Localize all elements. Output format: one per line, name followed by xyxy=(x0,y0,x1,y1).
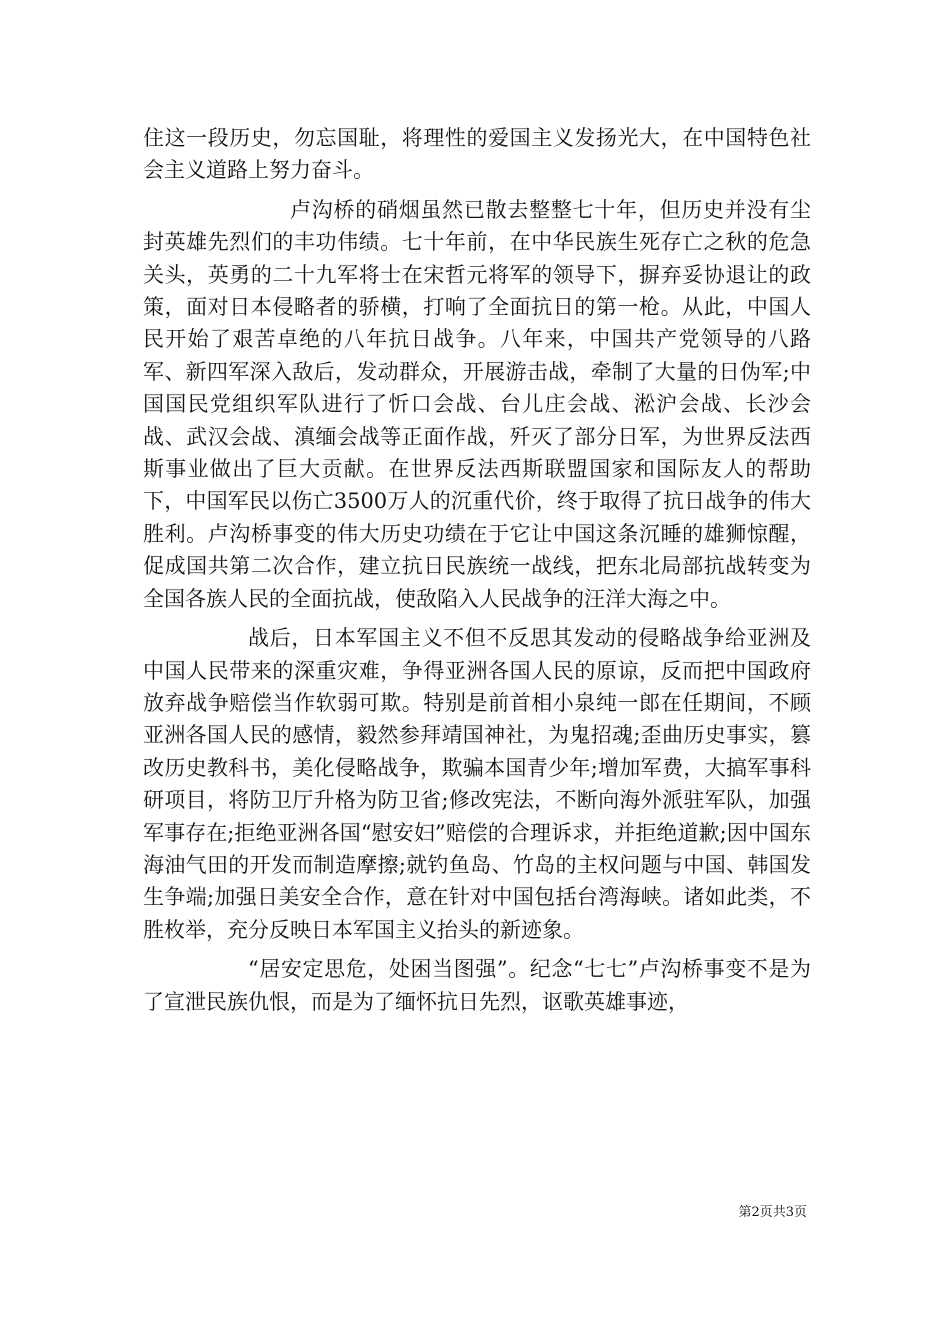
paragraph-4: “居安定思危，处困当图强”。纪念“七七”卢沟桥事变不是为了宣泄民族仇恨，而是为了缅怀抗日先烈，讴歌英雄事迹， xyxy=(143,957,811,1014)
paragraph-2: 卢沟桥的硝烟虽然已散去整整七十年，但历史并没有尘封英雄先烈们的丰功伟绩。七十年前，在中华民族生死存亡之秋的危急关头，英勇的二十九军将士在宋哲元将军的领导下，摒弃妥协退让的政策，面对日本侵略者的骄横，打响了全面抗日的第一枪。从此，中国人民开始了艰苦卓绝的八年抗日战争。八年来，中国共产党领导的八路军、新四军深入敌后，发动群众，开展游击战，牵制了大量的日伪军;中国国民党组织军队进行了忻口会战、台儿庄会战、淞沪会战、长沙会战、武汉会战、滇缅会战等正面作战，歼灭了部分日军，为世界反法西斯事业做出了巨大贡献。在世界反法西斯联盟国家和国际友人的帮助下，中国军民以伤亡3500万人的沉重代价，终于取得了抗日战争的伟大胜利。卢沟桥事变的伟大历史功绩在于它让中国这条沉睡的雄狮惊醒，促成国共第二次合作，建立抗日民族统一战线，把东北局部抗战转变为全国各族人民的全面抗战，使敌陷入人民战争的汪洋大海之中。 xyxy=(143,197,811,611)
document-body xyxy=(143,122,811,1018)
paragraph-3: 战后，日本军国主义不但不反思其发动的侵略战争给亚洲及中国人民带来的深重灾难，争得亚洲各国人民的原谅，反而把中国政府放弃战争赔偿当作软弱可欺。特别是前首相小泉纯一郎在任期间，不顾亚洲各国人民的感情，毅然参拜靖国神社，为鬼招魂;歪曲历史事实，篡改历史教科书，美化侵略战争，欺骗本国青少年;增加军费，大搞军事科研项目，将防卫厅升格为防卫省;修改宪法，不断向海外派驻军队，加强军事存在;拒绝亚洲各国“慰安妇”赔偿的合理诉求，并拒绝道歉;因中国东海油气田的开发而制造摩擦;就钓鱼岛、竹岛的主权问题与中国、韩国发生争端;加强日美安全合作，意在针对中国包括台湾海峡。诸如此类，不胜枚举，充分反映日本军国主义抬头的新迹象。 xyxy=(143,626,811,942)
page-number: 第2页共3页 xyxy=(738,1205,807,1220)
paragraph-1: 住这一段历史，勿忘国耻，将理性的爱国主义发扬光大，在中国特色社会主义道路上努力奋斗。 xyxy=(143,126,811,183)
